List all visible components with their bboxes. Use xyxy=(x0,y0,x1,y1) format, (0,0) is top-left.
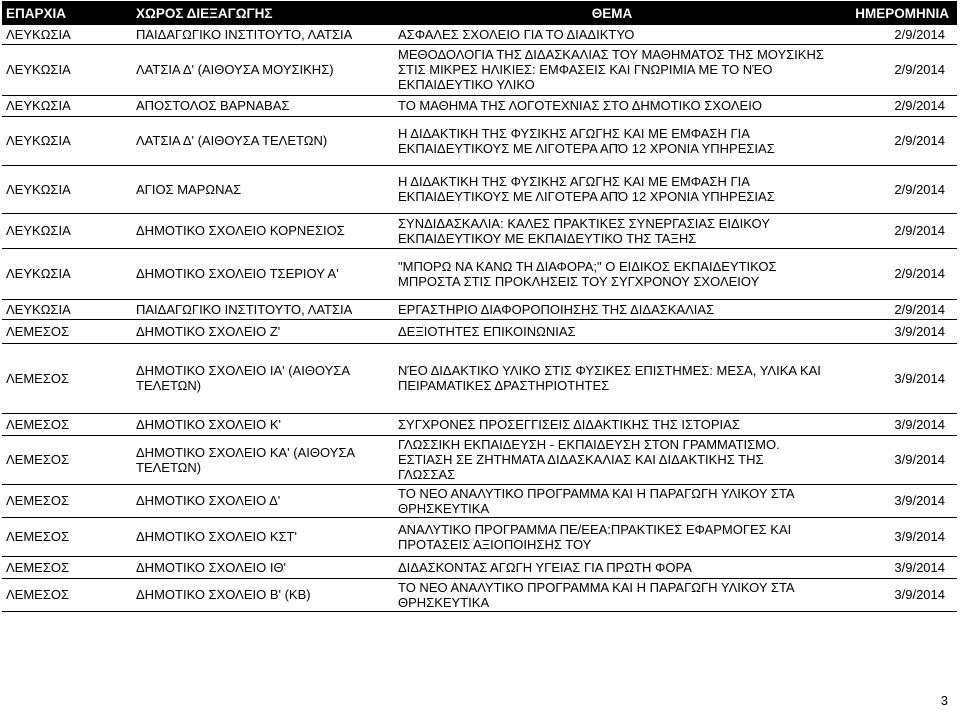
cell-venue: ΠΑΙΔΑΓΩΓΙΚΟ ΙΝΣΤΙΤΟΥΤΟ, ΛΑΤΣΙΑ xyxy=(132,299,392,319)
table-row xyxy=(2,116,957,165)
table-row xyxy=(2,248,957,299)
header-row xyxy=(2,1,957,25)
header-venue: ΧΩΡΟΣ ΔΙΕΞΑΓΩΓΗΣ xyxy=(132,1,392,25)
page-number: 3 xyxy=(940,693,948,708)
cell-date: 2/9/2014 xyxy=(832,248,957,299)
cell-region: ΛΕΥΚΩΣΙΑ xyxy=(2,95,132,116)
table-row xyxy=(2,578,957,611)
cell-venue: ΔΗΜΟΤΙΚΟ ΣΧΟΛΕΙΟ ΚΑ' (ΑΙΘΟΥΣΑ ΤΕΛΕΤΩΝ) xyxy=(132,435,392,484)
cell-region: ΛΕΥΚΩΣΙΑ xyxy=(2,116,132,165)
cell-date: 2/9/2014 xyxy=(832,25,957,44)
cell-venue: ΔΗΜΟΤΙΚΟ ΣΧΟΛΕΙΟ Ζ' xyxy=(132,319,392,343)
table-row xyxy=(2,25,957,44)
cell-topic: Η ΔΙΔΑΚΤΙΚΗ ΤΗΣ ΦΥΣΙΚΗΣ ΑΓΩΓΗΣ ΚΑΙ ΜΕ ΕΜΦΑΣΗ ΓΙΑ ΕΚΠΑΙΔΕΥΤΙΚΟΥΣ ΜΕ ΛΙΓΟΤΕΡΑ ΑΠΌ 12 ΧΡΟΝΙΑ ΥΠΗΡΕΣΙΑΣ xyxy=(392,165,832,213)
table-row xyxy=(2,44,957,95)
cell-topic: ΑΣΦΑΛΕΣ ΣΧΟΛΕΙΟ ΓΙΑ ΤΟ ΔΙΑΔΙΚΤΥΟ xyxy=(392,25,832,44)
cell-topic: "ΜΠΟΡΩ ΝΑ ΚΑΝΩ ΤΗ ΔΙΑΦΟΡΑ;" Ο ΕΙΔΙΚΟΣ ΕΚΠΑΙΔΕΥΤΙΚΟΣ ΜΠΡΟΣΤΑ ΣΤΙΣ ΠΡΟΚΛΗΣΕΙΣ ΤΟΥ ΣΥΓΧΡΟΝΟΥ ΣΧΟΛΕΙΟΥ xyxy=(392,248,832,299)
cell-venue: ΔΗΜΟΤΙΚΟ ΣΧΟΛΕΙΟ ΙΘ' xyxy=(132,556,392,578)
cell-venue: ΠΑΙΔΑΓΩΓΙΚΟ ΙΝΣΤΙΤΟΥΤΟ, ΛΑΤΣΙΑ xyxy=(132,25,392,44)
cell-date: 3/9/2014 xyxy=(832,578,957,611)
cell-region: ΛΕΥΚΩΣΙΑ xyxy=(2,248,132,299)
cell-topic: ΑΝΑΛΥΤΙΚΟ ΠΡΟΓΡΑΜΜΑ ΠΕ/ΕΕΑ:ΠΡΑΚΤΙΚΕΣ ΕΦΑΡΜΟΓΕΣ ΚΑΙ ΠΡΟΤΑΣΕΙΣ ΑΞΙΟΠΟΙΗΣΗΣ ΤΟΥ xyxy=(392,517,832,556)
table-row xyxy=(2,319,957,343)
cell-region: ΛΕΥΚΩΣΙΑ xyxy=(2,165,132,213)
cell-topic: ΤΟ ΜΑΘΗΜΑ ΤΗΣ ΛΟΓΟΤΕΧΝΙΑΣ ΣΤΟ ΔΗΜΟΤΙΚΟ ΣΧΟΛΕΙΟ xyxy=(392,95,832,116)
table-row xyxy=(2,213,957,248)
cell-date: 2/9/2014 xyxy=(832,299,957,319)
cell-topic: ΜΕΘΟΔΟΛΟΓΙΑ ΤΗΣ ΔΙΔΑΣΚΑΛΙΑΣ ΤΟΥ ΜΑΘΗΜΑΤΟΣ ΤΗΣ ΜΟΥΣΙΚΗΣ ΣΤΙΣ ΜΙΚΡΕΣ ΗΛΙΚΙΕΣ: ΕΜΦΑΣΕΙΣ ΚΑΙ ΓΝΩΡΙΜΙΑ ΜΕ ΤΟ ΝΈΟ ΕΚΠΑΙΔΕΥΤΙΚΟ ΥΛΙΚΟ xyxy=(392,44,832,95)
table-row xyxy=(2,343,957,413)
cell-date: 3/9/2014 xyxy=(832,556,957,578)
cell-topic: ΝΈΟ ΔΙΔΑΚΤΙΚΟ ΥΛΙΚΟ ΣΤΙΣ ΦΥΣΙΚΕΣ ΕΠΙΣΤΗΜΕΣ: ΜΕΣΑ, ΥΛΙΚΑ ΚΑΙ ΠΕΙΡΑΜΑΤΙΚΕΣ ΔΡΑΣΤΗΡΙΟΤΗΤΕΣ xyxy=(392,343,832,413)
cell-region: ΛΕΜΕΣΟΣ xyxy=(2,578,132,611)
cell-date: 2/9/2014 xyxy=(832,165,957,213)
header-region: ΕΠΑΡΧΙΑ xyxy=(2,1,132,25)
cell-region: ΛΕΥΚΩΣΙΑ xyxy=(2,213,132,248)
cell-region: ΛΕΥΚΩΣΙΑ xyxy=(2,299,132,319)
cell-venue: ΔΗΜΟΤΙΚΟ ΣΧΟΛΕΙΟ ΤΣΕΡΙΟΥ Α' xyxy=(132,248,392,299)
cell-topic: ΤΟ ΝΕΟ ΑΝΑΛΥΤΙΚΟ ΠΡΟΓΡΑΜΜΑ ΚΑΙ Η ΠΑΡΑΓΩΓΗ ΥΛΙΚΟΥ ΣΤΑ ΘΡΗΣΚΕΥΤΙΚΑ xyxy=(392,578,832,611)
cell-venue: ΔΗΜΟΤΙΚΟ ΣΧΟΛΕΙΟ ΙΑ' (ΑΙΘΟΥΣΑ ΤΕΛΕΤΩΝ) xyxy=(132,343,392,413)
table-row xyxy=(2,484,957,517)
cell-date: 3/9/2014 xyxy=(832,435,957,484)
cell-date: 3/9/2014 xyxy=(832,343,957,413)
cell-venue: ΑΓΙΟΣ ΜΑΡΩΝΑΣ xyxy=(132,165,392,213)
cell-topic: ΔΙΔΑΣΚΟΝΤΑΣ ΑΓΩΓΗ ΥΓΕΙΑΣ ΓΙΑ ΠΡΩΤΗ ΦΟΡΑ xyxy=(392,556,832,578)
table-row xyxy=(2,435,957,484)
cell-topic: Η ΔΙΔΑΚΤΙΚΗ ΤΗΣ ΦΥΣΙΚΗΣ ΑΓΩΓΗΣ ΚΑΙ ΜΕ ΕΜΦΑΣΗ ΓΙΑ ΕΚΠΑΙΔΕΥΤΙΚΟΥΣ ΜΕ ΛΙΓΟΤΕΡΑ ΑΠΌ 12 ΧΡΟΝΙΑ ΥΠΗΡΕΣΙΑΣ xyxy=(392,116,832,165)
seminar-schedule-table xyxy=(2,1,957,612)
cell-venue: ΔΗΜΟΤΙΚΟ ΣΧΟΛΕΙΟ Κ' xyxy=(132,413,392,435)
cell-region: ΛΕΜΕΣΟΣ xyxy=(2,517,132,556)
cell-venue: ΔΗΜΟΤΙΚΟ ΣΧΟΛΕΙΟ Β' (ΚΒ) xyxy=(132,578,392,611)
cell-region: ΛΕΜΕΣΟΣ xyxy=(2,484,132,517)
cell-venue: ΛΑΤΣΙΑ Δ' (ΑΙΘΟΥΣΑ ΜΟΥΣΙΚΗΣ) xyxy=(132,44,392,95)
cell-topic: ΔΕΞΙΟΤΗΤΕΣ ΕΠΙΚΟΙΝΩΝΙΑΣ xyxy=(392,319,832,343)
cell-venue: ΔΗΜΟΤΙΚΟ ΣΧΟΛΕΙΟ ΚΟΡΝΕΣΙΟΣ xyxy=(132,213,392,248)
table-row xyxy=(2,165,957,213)
table-row xyxy=(2,517,957,556)
cell-topic: ΣΥΓΧΡΟΝΕΣ ΠΡΟΣΕΓΓΙΣΕΙΣ ΔΙΔΑΚΤΙΚΗΣ ΤΗΣ ΙΣΤΟΡΙΑΣ xyxy=(392,413,832,435)
cell-venue: ΔΗΜΟΤΙΚΟ ΣΧΟΛΕΙΟ ΚΣΤ' xyxy=(132,517,392,556)
cell-venue: ΔΗΜΟΤΙΚΟ ΣΧΟΛΕΙΟ Δ' xyxy=(132,484,392,517)
cell-region: ΛΕΥΚΩΣΙΑ xyxy=(2,25,132,44)
table-body xyxy=(2,25,957,611)
cell-date: 3/9/2014 xyxy=(832,319,957,343)
cell-date: 3/9/2014 xyxy=(832,517,957,556)
cell-region: ΛΕΜΕΣΟΣ xyxy=(2,435,132,484)
table-row xyxy=(2,95,957,116)
cell-region: ΛΕΜΕΣΟΣ xyxy=(2,343,132,413)
table-row xyxy=(2,413,957,435)
cell-region: ΛΕΜΕΣΟΣ xyxy=(2,319,132,343)
cell-topic: ΣΥΝΔΙΔΑΣΚΑΛΙΑ: ΚΑΛΕΣ ΠΡΑΚΤΙΚΕΣ ΣΥΝΕΡΓΑΣΙΑΣ ΕΙΔΙΚΟΥ ΕΚΠΑΙΔΕΥΤΙΚΟΥ ΜΕ ΕΚΠΑΙΔΕΥΤΙΚΟ ΤΗΣ ΤΑΞΗΣ xyxy=(392,213,832,248)
cell-venue: ΛΑΤΣΙΑ Δ' (ΑΙΘΟΥΣΑ ΤΕΛΕΤΩΝ) xyxy=(132,116,392,165)
cell-date: 2/9/2014 xyxy=(832,116,957,165)
table-row xyxy=(2,299,957,319)
cell-region: ΛΕΜΕΣΟΣ xyxy=(2,556,132,578)
cell-date: 2/9/2014 xyxy=(832,95,957,116)
cell-topic: ΓΛΩΣΣΙΚΗ ΕΚΠΑΙΔΕΥΣΗ - ΕΚΠΑΙΔΕΥΣΗ ΣΤΟΝ ΓΡΑΜΜΑΤΙΣΜΟ. ΕΣΤΙΑΣΗ ΣΕ ΖΗΤΗΜΑΤΑ ΔΙΔΑΣΚΑΛΙΑΣ ΚΑΙ ΔΙΔΑΚΤΙΚΗΣ ΤΗΣ ΓΛΩΣΣΑΣ xyxy=(392,435,832,484)
cell-region: ΛΕΜΕΣΟΣ xyxy=(2,413,132,435)
table-header xyxy=(2,1,957,25)
cell-region: ΛΕΥΚΩΣΙΑ xyxy=(2,44,132,95)
header-topic: ΘΕΜΑ xyxy=(392,1,832,25)
cell-date: 3/9/2014 xyxy=(832,413,957,435)
header-date: ΗΜΕΡΟΜΗΝΙΑ xyxy=(832,1,957,25)
cell-date: 2/9/2014 xyxy=(832,213,957,248)
table-row xyxy=(2,556,957,578)
cell-date: 2/9/2014 xyxy=(832,44,957,95)
cell-topic: ΤΟ ΝΕΟ ΑΝΑΛΥΤΙΚΟ ΠΡΟΓΡΑΜΜΑ ΚΑΙ Η ΠΑΡΑΓΩΓΗ ΥΛΙΚΟΥ ΣΤΑ ΘΡΗΣΚΕΥΤΙΚΑ xyxy=(392,484,832,517)
cell-topic: ΕΡΓΑΣΤΗΡΙΟ ΔΙΑΦΟΡΟΠΟΙΗΣΗΣ ΤΗΣ ΔΙΔΑΣΚΑΛΙΑΣ xyxy=(392,299,832,319)
cell-date: 3/9/2014 xyxy=(832,484,957,517)
cell-venue: ΑΠΟΣΤΟΛΟΣ ΒΑΡΝΑΒΑΣ xyxy=(132,95,392,116)
